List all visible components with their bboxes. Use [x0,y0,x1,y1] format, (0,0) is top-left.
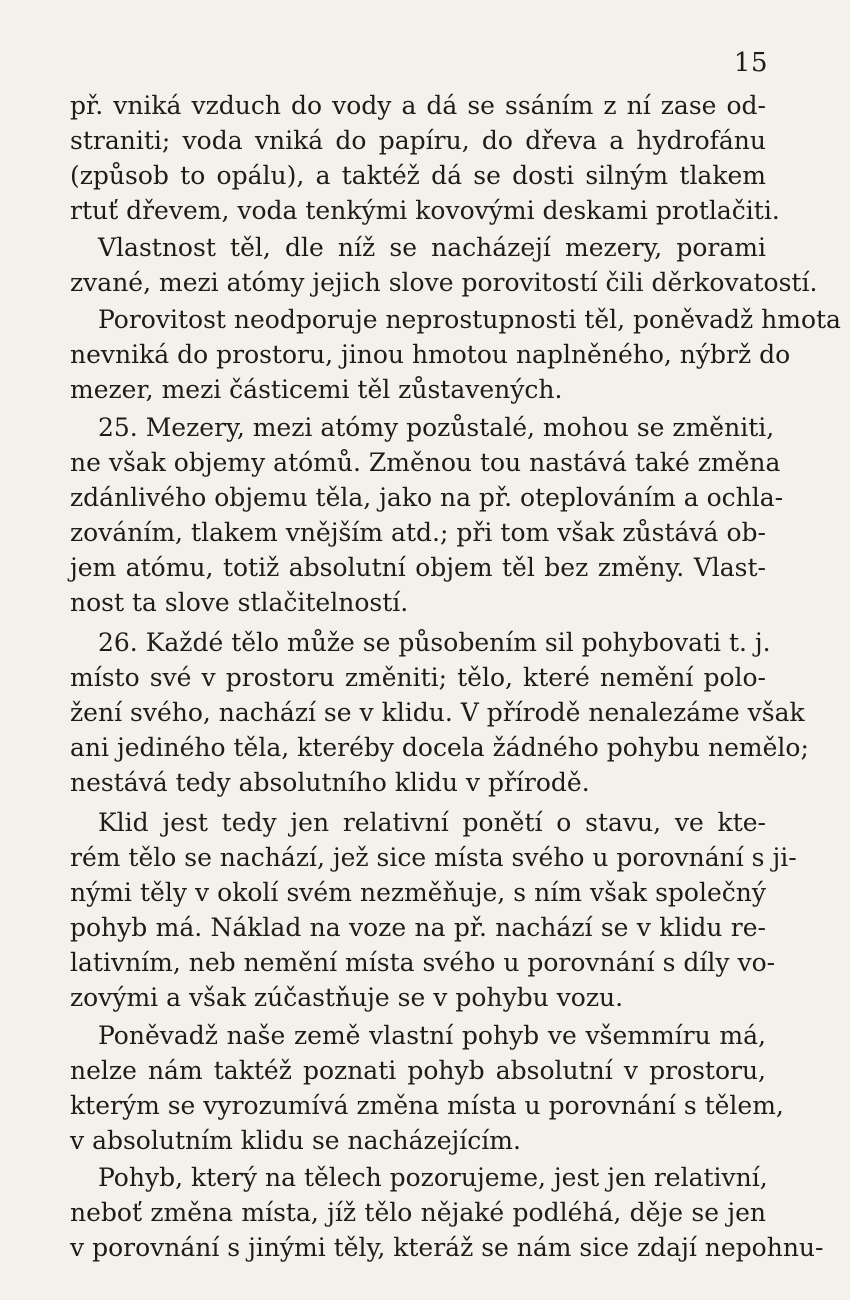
paragraph-2 [70,230,818,300]
text-line: nestává tedy absolutního klidu v přírodě. [70,768,590,797]
text-line: neboť změna místa, jíž tělo nějaké podléhá, děje se jen [70,1198,766,1227]
text-line: místo své v prostoru změniti; tělo, které nemění polo- [70,663,766,692]
text-line: Porovitost neodporuje neprostupnosti těl, poněvadž hmota [98,305,841,334]
text-line: v porovnání s jinými těly, kteráž se nám sice zdají nepohnu- [70,1233,824,1262]
text-line: zvané, mezi atómy jejich slove porovitostí čili děrkovatostí. [70,268,818,297]
text-line: př. vniká vzduch do vody a dá se ssáním z ní zase od- [70,91,766,120]
text-line: 26. Každé tělo může se působením sil pohybovati t. j. [98,628,771,657]
page-number: 15 [733,48,768,78]
text-line: v absolutním klidu se nacházejícím. [70,1126,521,1155]
text-line: jem atómu, totiž absolutní objem těl bez změny. Vlast- [70,553,766,582]
paragraph-26 [70,625,809,800]
text-line: nelze nám taktéž poznati pohyb absolutní v prostoru, [70,1056,766,1085]
paragraph-klid [70,805,797,1015]
text-line: Klid jest tedy jen relativní ponětí o stavu, ve kte- [98,808,766,837]
text-line: nými těly v okolí svém nezměňuje, s ním však společný [70,878,766,907]
text-line: (způsob to opálu), a taktéž dá se dosti silným tlakem [70,161,766,190]
text-line: nost ta slove stlačitelností. [70,588,409,617]
text-line: pohyb má. Náklad na voze na př. nachází se v klidu re- [70,913,766,942]
paragraph-pohyb [70,1160,824,1265]
text-line: 25. Mezery, mezi atómy pozůstalé, mohou se změniti, [98,413,775,442]
text-line: straniti; voda vniká do papíru, do dřeva a hydrofánu [70,126,766,155]
text-line: ani jediného těla, kteréby docela žádného pohybu nemělo; [70,733,809,762]
text-line: kterým se vyrozumívá změna místa u porovnání s tělem, [70,1091,784,1120]
text-line: žení svého, nachází se v klidu. V přírodě nenalezáme však [70,698,805,727]
paragraph-3 [70,302,841,407]
text-line: rtuť dřevem, voda tenkými kovovými deskami protlačiti. [70,196,780,225]
text-line: mezer, mezi částicemi těl zůstavených. [70,375,563,404]
text-line: zdánlivého objemu těla, jako na př. oteplováním a ochla- [70,483,784,512]
text-line: Pohyb, který na tělech pozorujeme, jest jen relativní, [98,1163,768,1192]
text-line: zovými a však zúčastňuje se v pohybu vozu. [70,983,624,1012]
text-line: zováním, tlakem vnějším atd.; při tom však zůstává ob- [70,518,766,547]
text-line: nevniká do prostoru, jinou hmotou naplněného, nýbrž do [70,340,791,369]
page-text [70,88,841,1265]
paragraph-1 [70,88,780,228]
paragraph-zeme [70,1018,784,1158]
text-line: Vlastnost těl, dle níž se nacházejí mezery, porami [98,233,766,262]
paragraph-25 [70,410,784,620]
text-line: ne však objemy atómů. Změnou tou nastává také změna [70,448,781,477]
text-line: rém tělo se nachází, jež sice místa svého u porovnání s ji- [70,843,797,872]
text-line: lativním, neb nemění místa svého u porovnání s díly vo- [70,948,776,977]
text-line: Poněvadž naše země vlastní pohyb ve všemmíru má, [98,1021,766,1050]
